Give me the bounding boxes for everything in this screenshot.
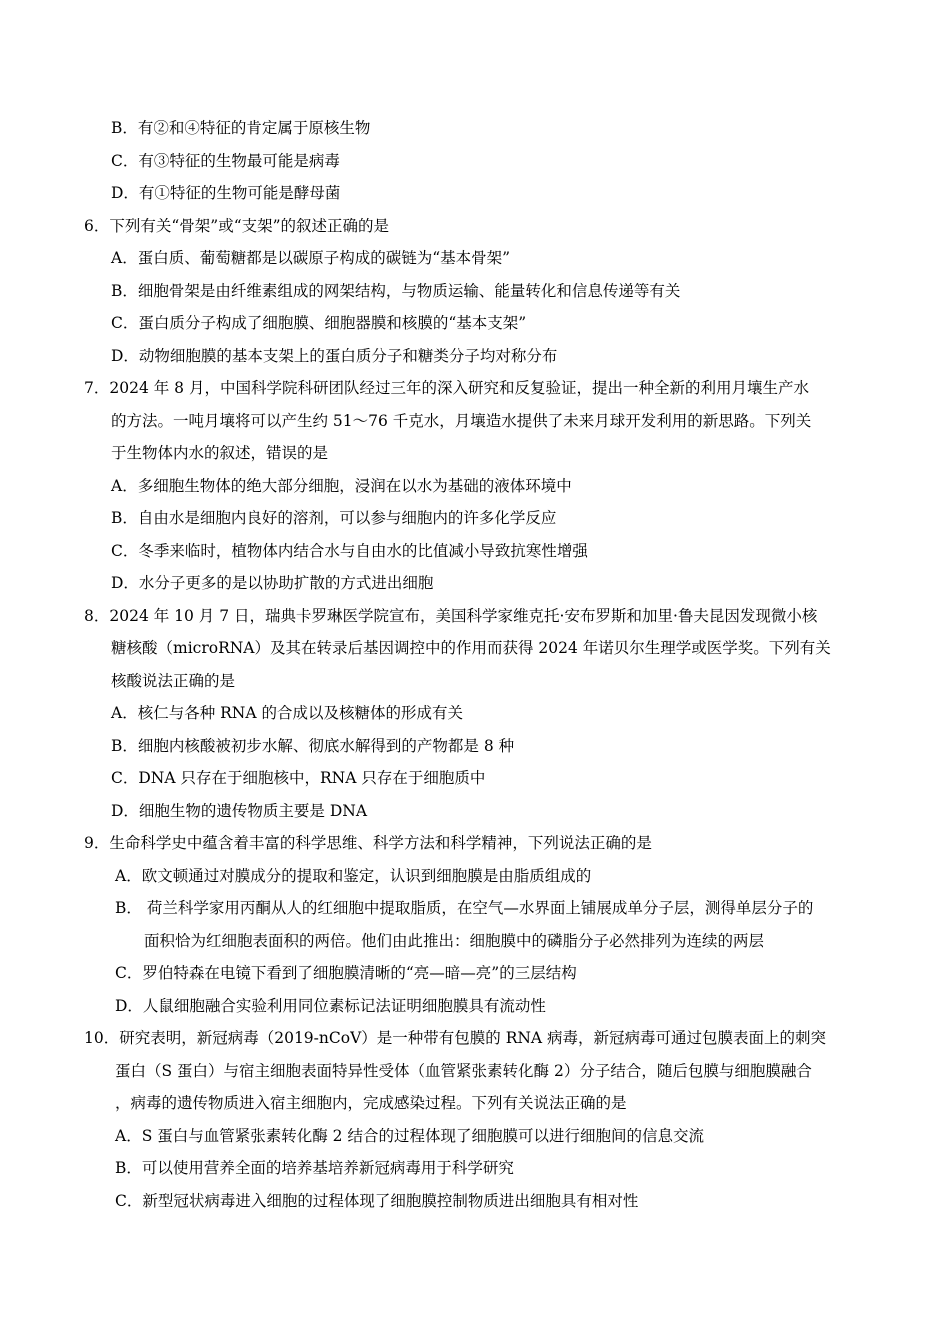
text-line: A．欧文顿通过对膜成分的提取和鉴定，认识到细胞膜是由脂质组成的 [115,866,592,885]
exam-page [0,112,950,1217]
text-line: D．水分子更多的是以协助扩散的方式进出细胞 [111,574,434,592]
text-line: 糖核酸（microRNA）及其在转录后基因调控中的作用而获得 2024 年诺贝尔生理学或医学奖。下列有关 [111,639,831,657]
text-line: D．动物细胞膜的基本支架上的蛋白质分子和糖类分子均对称分布 [111,346,558,365]
text-line: D．人鼠细胞融合实验利用同位素标记法证明细胞膜具有流动性 [115,996,546,1015]
text-line: C．蛋白质分子构成了细胞膜、细胞器膜和核膜的“基本支架” [111,314,527,332]
text-line: B．细胞内核酸被初步水解、彻底水解得到的产物都是 8 种 [111,736,515,755]
text-line: 的方法。一吨月壤将可以产生约 51～76 千克水，月壤造水提供了未来月球开发利用的新思路。下列关 [111,411,812,430]
text-line: 于生物体内水的叙述，错误的是 [111,444,329,462]
text-line: B．自由水是细胞内良好的溶剂，可以参与细胞内的许多化学反应 [111,509,557,527]
text-line: D．有①特征的生物可能是酵母菌 [111,184,341,202]
text-line: C．有③特征的生物最可能是病毒 [111,151,340,170]
text-line: C．新型冠状病毒进入细胞的过程体现了细胞膜控制物质进出细胞具有相对性 [115,1191,639,1210]
text-line: A．S 蛋白与血管紧张素转化酶 2 结合的过程体现了细胞膜可以进行细胞间的信息交流 [115,1126,704,1145]
text-line: C．罗伯特森在电镜下看到了细胞膜清晰的“亮—暗—亮”的三层结构 [115,964,577,982]
text-line: B． 荷兰科学家用丙酮从人的红细胞中提取脂质，在空气—水界面上铺展成单分子层，测得单层分子的 [115,899,814,917]
text-line: 核酸说法正确的是 [111,671,236,690]
text-line: C．DNA 只存在于细胞核中，RNA 只存在于细胞质中 [111,769,486,787]
text-line: 9．生命科学史中蕴含着丰富的科学思维、科学方法和科学精神，下列说法正确的是 [84,834,652,852]
text-line: 6．下列有关“骨架”或“支架”的叙述正确的是 [84,216,390,235]
text-line: A．蛋白质、葡萄糖都是以碳原子构成的碳链为“基本骨架” [111,249,511,267]
text-line: 7．2024 年 8 月，中国科学院科研团队经过三年的深入研究和反复验证，提出一种全新的利用月壤生产水 [84,379,809,397]
text-line: 10．研究表明，新冠病毒（2019-nCoV）是一种带有包膜的 RNA 病毒，新冠病毒可通过包膜表面上的刺突 [84,1029,827,1047]
text-line: 面积恰为红细胞表面积的两倍。他们由此推出：细胞膜中的磷脂分子必然排列为连续的两层 [144,931,765,950]
text-line: B．有②和④特征的肯定属于原核生物 [111,119,371,137]
text-line: A．多细胞生物体的绝大部分细胞，浸润在以水为基础的液体环境中 [111,476,572,495]
text-line: C．冬季来临时，植物体内结合水与自由水的比值减小导致抗寒性增强 [111,541,588,560]
text-line: ，病毒的遗传物质进入宿主细胞内，完成感染过程。下列有关说法正确的是 [115,1094,627,1112]
text-line: B．可以使用营养全面的培养基培养新冠病毒用于科学研究 [115,1159,514,1177]
text-line: 8．2024 年 10 月 7 日，瑞典卡罗琳医学院宣布，美国科学家维克托·安布罗斯和加里·鲁夫昆因发现微小核 [84,606,818,625]
text-line: B．细胞骨架是由纤维素组成的网架结构，与物质运输、能量转化和信息传递等有关 [111,281,681,300]
text-line: 蛋白（S 蛋白）与宿主细胞表面特异性受体（血管紧张素转化酶 2）分子结合，随后包膜与细胞膜融合 [115,1061,812,1080]
text-line: A．核仁与各种 RNA 的合成以及核糖体的形成有关 [111,704,463,722]
text-line: D．细胞生物的遗传物质主要是 DNA [111,801,368,820]
